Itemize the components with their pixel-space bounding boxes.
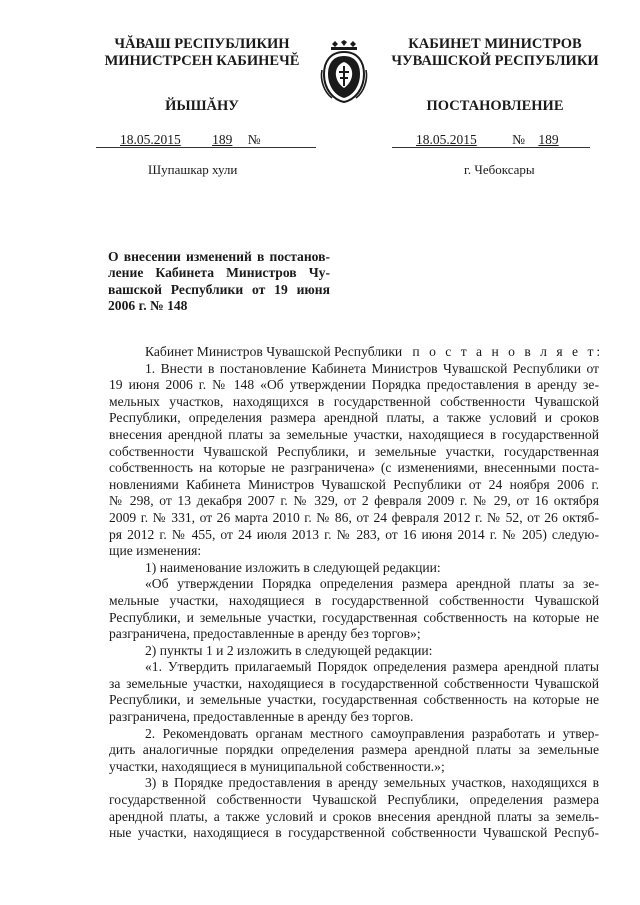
body-line: ные участки, находящиеся в государственной собственности Чувашской Респуб- xyxy=(109,825,599,841)
body-line: разграничена, предоставленные в аренду без торгов. xyxy=(109,709,414,725)
header-left-line2: МИНИСТРСЕН КАБИНЕЧĔ xyxy=(104,53,300,69)
body-line: участки, находящиеся в муниципальной собственности.»; xyxy=(109,758,445,774)
reg-number-right: 189 xyxy=(538,132,559,147)
title-line: О внесении изменений в постанов- xyxy=(108,249,330,264)
header-right-line2: ЧУВАШСКОЙ РЕСПУБЛИКИ xyxy=(391,53,599,69)
body-line: новлениями Кабинета Министров Чувашской Республики от 24 ноября 2006 г. xyxy=(109,476,599,492)
body-line: 2) пункты 1 и 2 изложить в следующей редакции: xyxy=(145,642,433,658)
body-line: разграничена, предоставленные в аренду без торгов»; xyxy=(109,626,421,642)
body-line: внесения арендной платы за земельные участки, находящиеся в государственной xyxy=(109,426,599,442)
body-line: «Об утверждении Порядка определения размера арендной платы за зе- xyxy=(145,576,599,592)
body-line: 19 июня 2006 г. № 148 «Об утверждении Порядка предоставления в аренду зе- xyxy=(109,377,599,393)
preamble xyxy=(109,344,604,361)
body-line: мельных участков, находящихся в государственной собственности Чувашской xyxy=(109,393,599,409)
body-line: «1. Утвердить прилагаемый Порядок определения размера арендной платы xyxy=(145,659,599,675)
preamble-verb: п о с т а н о в л я е т: xyxy=(412,344,604,359)
doc-type-right: ПОСТАНОВЛЕНИЕ xyxy=(426,98,564,114)
body-line: мельные участки, находящиеся в государственной собственности Чувашской xyxy=(109,592,599,608)
body-line: Республики, и земельные участки, государственная собственность на которые не xyxy=(109,609,599,625)
header-left-chuvash xyxy=(96,36,308,70)
number-sign-left: № xyxy=(247,132,261,147)
body-line: Республики, и земельные участки, государственная собственность на которые не xyxy=(109,692,599,708)
title-line: ление Кабинета Министров Чу- xyxy=(108,265,330,281)
header-left-line1: ЧĂВАШ РЕСПУБЛИКИН xyxy=(114,36,290,52)
title-line: 2006 г. № 148 xyxy=(108,298,188,314)
registration-right xyxy=(394,132,559,148)
body-line: ря 2012 г. № 455, от 24 июля 2013 г. № 283, от 16 июня 2014 г. № 205) следую- xyxy=(109,526,599,542)
body-line: 1. Внести в постановление Кабинета Министров Чувашской Республики от xyxy=(145,360,599,376)
place-left: Шупашкар хули xyxy=(148,162,238,177)
reg-date-right: 18.05.2015 xyxy=(416,132,477,147)
registration-rule-right xyxy=(392,147,590,148)
body-line: Республики, определения размера арендной платы, а также условий и сроков xyxy=(109,410,599,426)
title-line: вашской Республики от 19 июня xyxy=(108,281,330,297)
body-line: № 298, от 13 декабря 2007 г. № 329, от 2 февраля 2009 г. № 29, от 16 октября xyxy=(109,493,599,509)
reg-number-left: 189 xyxy=(212,132,233,147)
body-line: щие изменения: xyxy=(109,543,202,559)
body-line: 1) наименование изложить в следующей редакции: xyxy=(145,559,441,575)
header-right-line1: КАБИНЕТ МИНИСТРОВ xyxy=(408,36,582,52)
body-line: 2009 г. № 331, от 26 марта 2010 г. № 86, от 24 февраля 2012 г. № 52, от 26 октяб- xyxy=(109,509,599,525)
body-line: арендной платы, а также условий и сроков внесения арендной платы за земель- xyxy=(109,808,599,824)
doc-type-left: ЙЫШĂНУ xyxy=(165,98,239,114)
body-line: дить аналогичные порядки определения размера арендной платы за земельные xyxy=(109,742,599,758)
document-title xyxy=(108,249,330,315)
body-line: 2. Рекомендовать органам местного самоуправления разработать и утвер- xyxy=(145,725,599,741)
registration-left xyxy=(98,132,261,148)
body-line: государственной собственности Чувашской Республики, определения размера xyxy=(109,792,599,808)
document-body xyxy=(109,344,604,842)
header-right-russian xyxy=(378,36,612,70)
chuvash-coat-of-arms-icon xyxy=(318,40,370,104)
registration-rule-left xyxy=(96,147,316,148)
number-sign-right: № xyxy=(512,132,526,147)
body-line: собственность на которые не разграничена» (с изменениями, внесенными поста- xyxy=(109,460,599,476)
preamble-subject: Кабинет Министров Чувашской Республики xyxy=(145,344,403,359)
body-line: 3) в Порядке предоставления в аренду земельных участков, находящихся в xyxy=(145,775,599,791)
body-line: за земельные участки, находящиеся в государственной собственности Чувашской xyxy=(109,675,599,691)
place-right: г. Чебоксары xyxy=(464,162,535,177)
body-line: собственности Чувашской Республики, и земельные участки, государственная xyxy=(109,443,599,459)
reg-date-left: 18.05.2015 xyxy=(120,132,181,147)
